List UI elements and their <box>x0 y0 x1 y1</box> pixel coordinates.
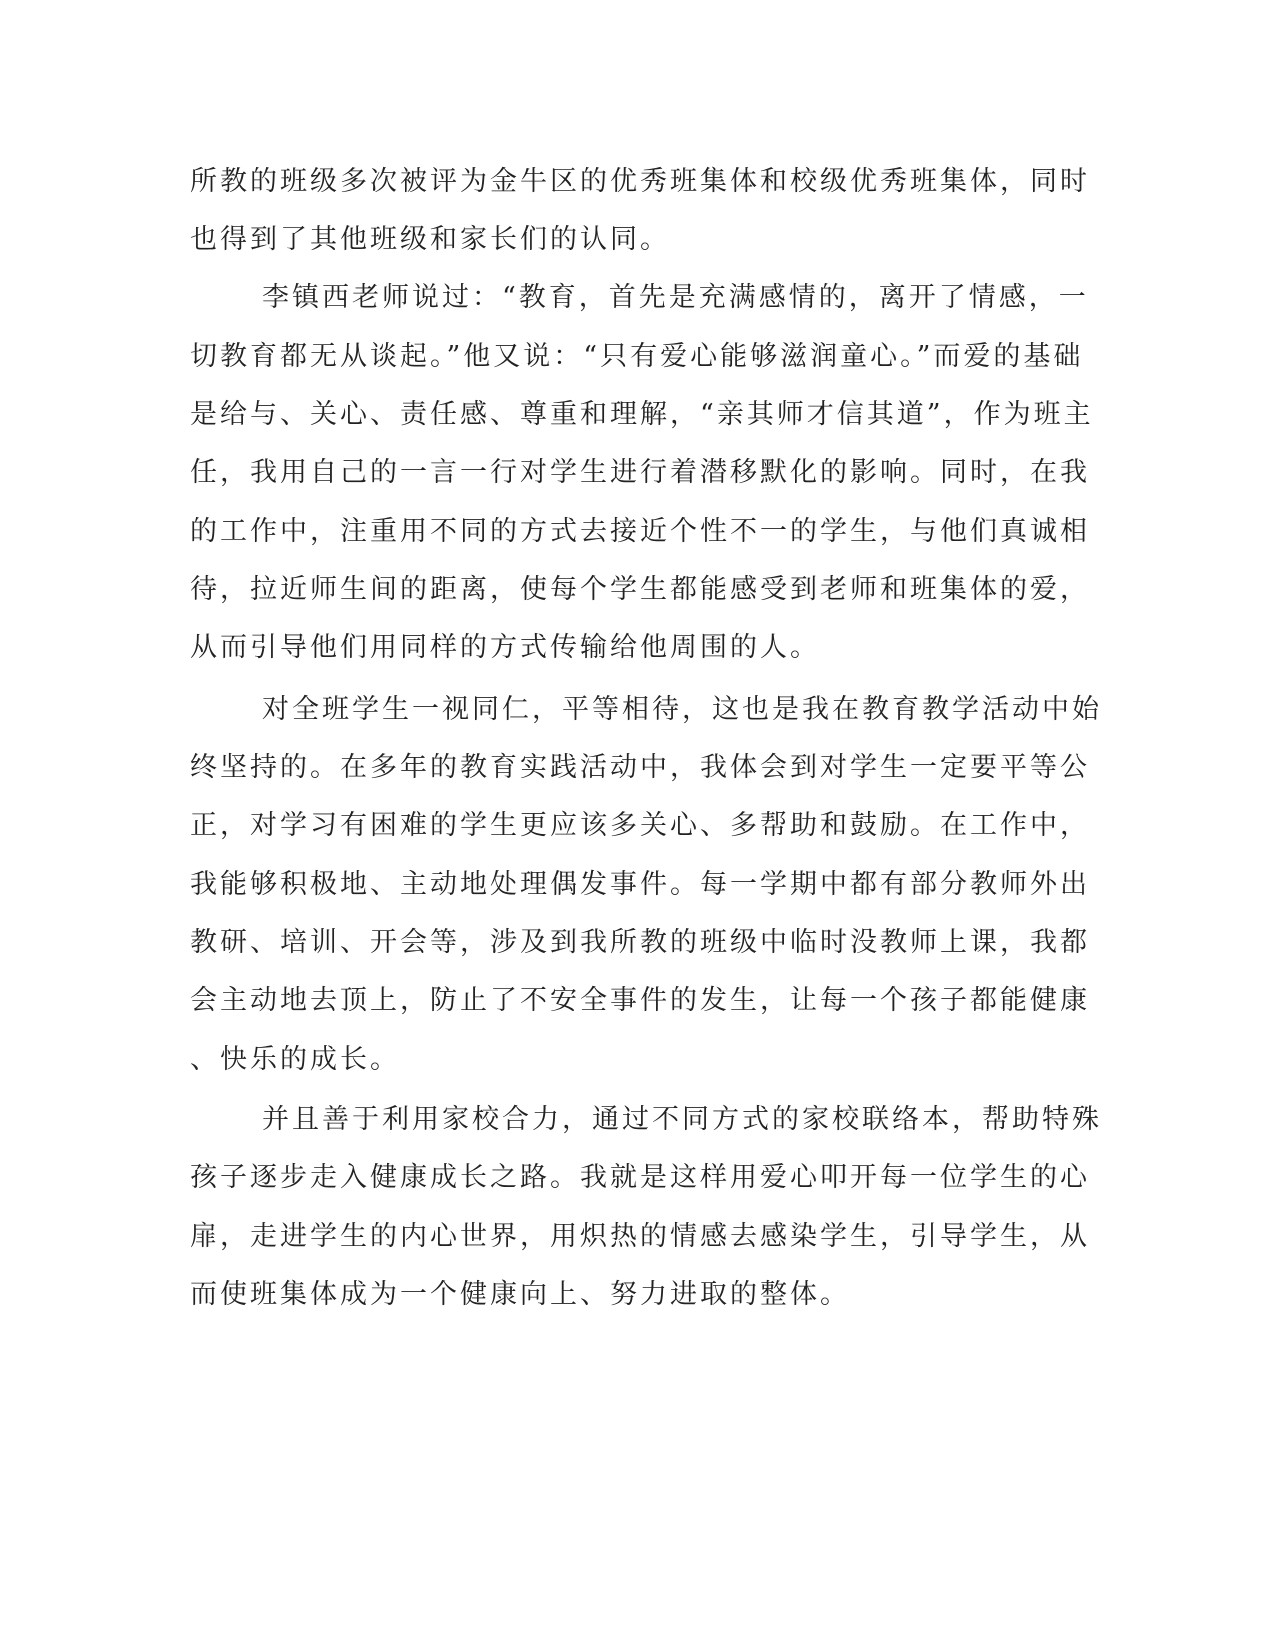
paragraph-3-line-7: 、快乐的成长。 <box>190 1044 400 1075</box>
paragraph-2-line-7: 从而引导他们用同样的方式传输给他周围的人。 <box>190 632 820 663</box>
paragraph-3-line-4: 我能够积极地、主动地处理偶发事件。每一学期中都有部分教师外出 <box>190 869 1090 900</box>
paragraph-2-line-3: 是给与、关心、责任感、尊重和理解，“亲其师才信其道”，作为班主 <box>190 399 1094 430</box>
paragraph-2-line-4: 任，我用自己的一言一行对学生进行着潜移默化的影响。同时，在我 <box>190 457 1090 488</box>
paragraph-4-line-1: 并且善于利用家校合力，通过不同方式的家校联络本，帮助特殊 <box>262 1104 1102 1135</box>
paragraph-2-line-5: 的工作中，注重用不同的方式去接近个性不一的学生，与他们真诚相 <box>190 516 1090 547</box>
paragraph-3-line-5: 教研、培训、开会等，涉及到我所教的班级中临时没教师上课，我都 <box>190 927 1090 958</box>
paragraph-4-line-2: 孩子逐步走入健康成长之路。我就是这样用爱心叩开每一位学生的心 <box>190 1162 1090 1193</box>
paragraph-3-line-1: 对全班学生一视同仁，平等相待，这也是我在教育教学活动中始 <box>262 694 1102 725</box>
paragraph-2-line-1: 李镇西老师说过：“教育，首先是充满感情的，离开了情感，一 <box>262 282 1089 313</box>
paragraph-2-line-2: 切教育都无从谈起。”他又说：“只有爱心能够滋润童心。”而爱的基础 <box>190 341 1084 372</box>
paragraph-2-line-6: 待，拉近师生间的距离，使每个学生都能感受到老师和班集体的爱， <box>190 574 1090 605</box>
paragraph-3-line-2: 终坚持的。在多年的教育实践活动中，我体会到对学生一定要平等公 <box>190 752 1090 783</box>
paragraph-3-line-3: 正，对学习有困难的学生更应该多关心、多帮助和鼓励。在工作中， <box>190 810 1090 841</box>
paragraph-1-line-1: 所教的班级多次被评为金牛区的优秀班集体和校级优秀班集体，同时 <box>190 166 1090 197</box>
paragraph-1-line-2: 也得到了其他班级和家长们的认同。 <box>190 224 670 255</box>
paragraph-4-line-4: 而使班集体成为一个健康向上、努力进取的整体。 <box>190 1279 850 1310</box>
paragraph-3-line-6: 会主动地去顶上，防止了不安全事件的发生，让每一个孩子都能健康 <box>190 985 1090 1016</box>
paragraph-4-line-3: 扉，走进学生的内心世界，用炽热的情感去感染学生，引导学生，从 <box>190 1221 1090 1252</box>
